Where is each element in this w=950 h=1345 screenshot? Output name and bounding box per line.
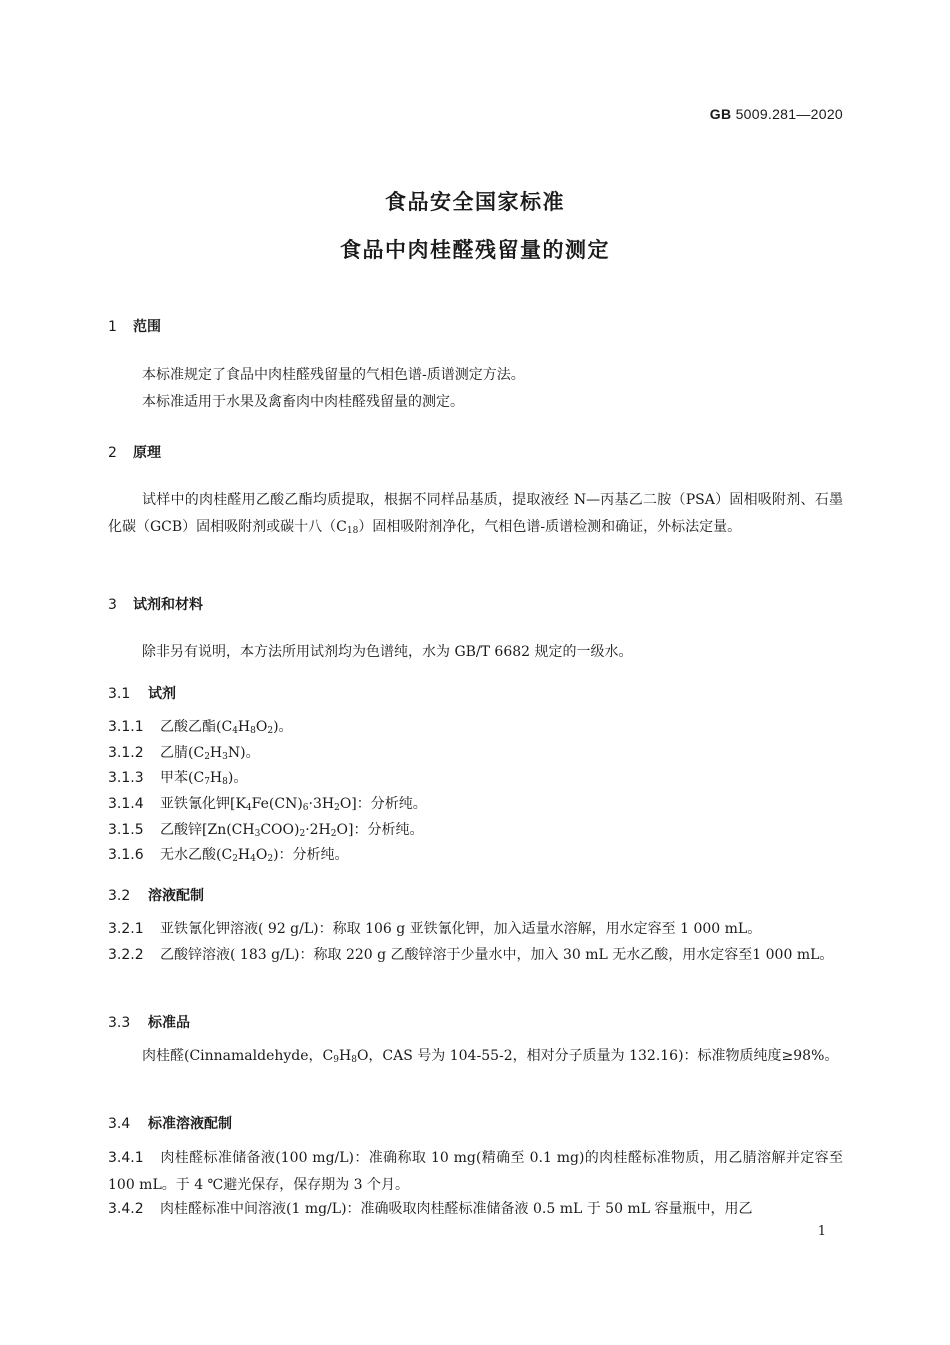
title-line1: 食品安全国家标准 xyxy=(385,190,565,214)
item-3-2-1: 3.2.1 亚铁氰化钾溶液( 92 g/L)：称取 106 g 亚铁氰化钾，加入适量水溶解，用水定容至 1 000 mL。 xyxy=(108,921,762,937)
section-3-3-heading: 3.3 标准品 xyxy=(108,1015,190,1031)
section-3-3-para: 肉桂醛(Cinnamaldehyde，$C_9H_8O$，CAS 号为 104-55-2，相对分子质量为 132.16)：标准物质纯度≥98%。 xyxy=(142,1048,839,1065)
item-3-1-4: 3.1.4 亚铁氰化钾$[K_4Fe(CN)_6\cdot 3H_2O]$：分析纯。 xyxy=(108,796,427,813)
title-line2: 食品中肉桂醛残留量的测定 xyxy=(340,238,610,262)
item-3-1-6: 3.1.6 无水乙酸$(C_2H_4O_2)$：分析纯。 xyxy=(108,847,349,864)
section-3-heading: 3 试剂和材料 xyxy=(108,597,203,613)
section-3-2-heading: 3.2 溶液配制 xyxy=(108,888,204,904)
item-3-1-2: 3.1.2 乙腈$(C_2H_3N)$。 xyxy=(108,745,260,762)
item-3-4-1: 3.4.1 肉桂醛标准储备液(100 mg/L)：准确称取 10 mg(精确至 0.1 mg)的肉桂醛标准物质，用乙腈溶解并定容至 100 mL。于 4 ℃避光保存，保存期为 3 个月。 xyxy=(108,1150,843,1193)
item-3-1-5: 3.1.5 乙酸锌$[Zn(CH_3COO)_2\cdot 2H_2O]$：分析纯。 xyxy=(108,822,424,839)
section-2-para: 试样中的肉桂醛用乙酸乙酯均质提取，根据不同样品基质，提取液经 N—丙基乙二胺（PSA）固相吸附剂、石墨化碳（GCB）固相吸附剂或碳十八$(C_{18})$固相吸附剂净化，气相色谱-质谱检测和确证，外标法定量。 xyxy=(108,492,843,536)
section-1-heading: 1 范围 xyxy=(108,319,161,335)
item-3-1-1: 3.1.1 乙酸乙酯$(C_4H_8O_2)$。 xyxy=(108,719,293,736)
section-1-para-2: 本标准适用于水果及禽畜肉中肉桂醛残留量的测定。 xyxy=(142,394,464,410)
standard-code: GB 5009.281—2020 xyxy=(709,106,843,122)
page-number: 1 xyxy=(817,1224,826,1239)
section-1-para-1: 本标准规定了食品中肉桂醛残留量的气相色谱-质谱测定方法。 xyxy=(142,367,525,383)
section-3-4-heading: 3.4 标准溶液配制 xyxy=(108,1116,232,1132)
item-3-1-3: 3.1.3 甲苯$(C_7H_8)$。 xyxy=(108,770,248,787)
section-3-para: 除非另有说明，本方法所用试剂均为色谱纯，水为 GB/T 6682 规定的一级水。 xyxy=(142,644,633,660)
item-3-2-2: 3.2.2 乙酸锌溶液( 183 g/L)：称取 220 g 乙酸锌溶于少量水中，加入 30 mL 无水乙酸，用水定容至1 000 mL。 xyxy=(108,947,834,963)
item-3-4-2: 3.4.2 肉桂醛标准中间溶液(1 mg/L)：准确吸取肉桂醛标准储备液 0.5 mL 于 50 mL 容量瓶中，用乙 xyxy=(108,1201,753,1217)
section-3-1-heading: 3.1 试剂 xyxy=(108,686,176,702)
section-2-heading: 2 原理 xyxy=(108,445,161,461)
